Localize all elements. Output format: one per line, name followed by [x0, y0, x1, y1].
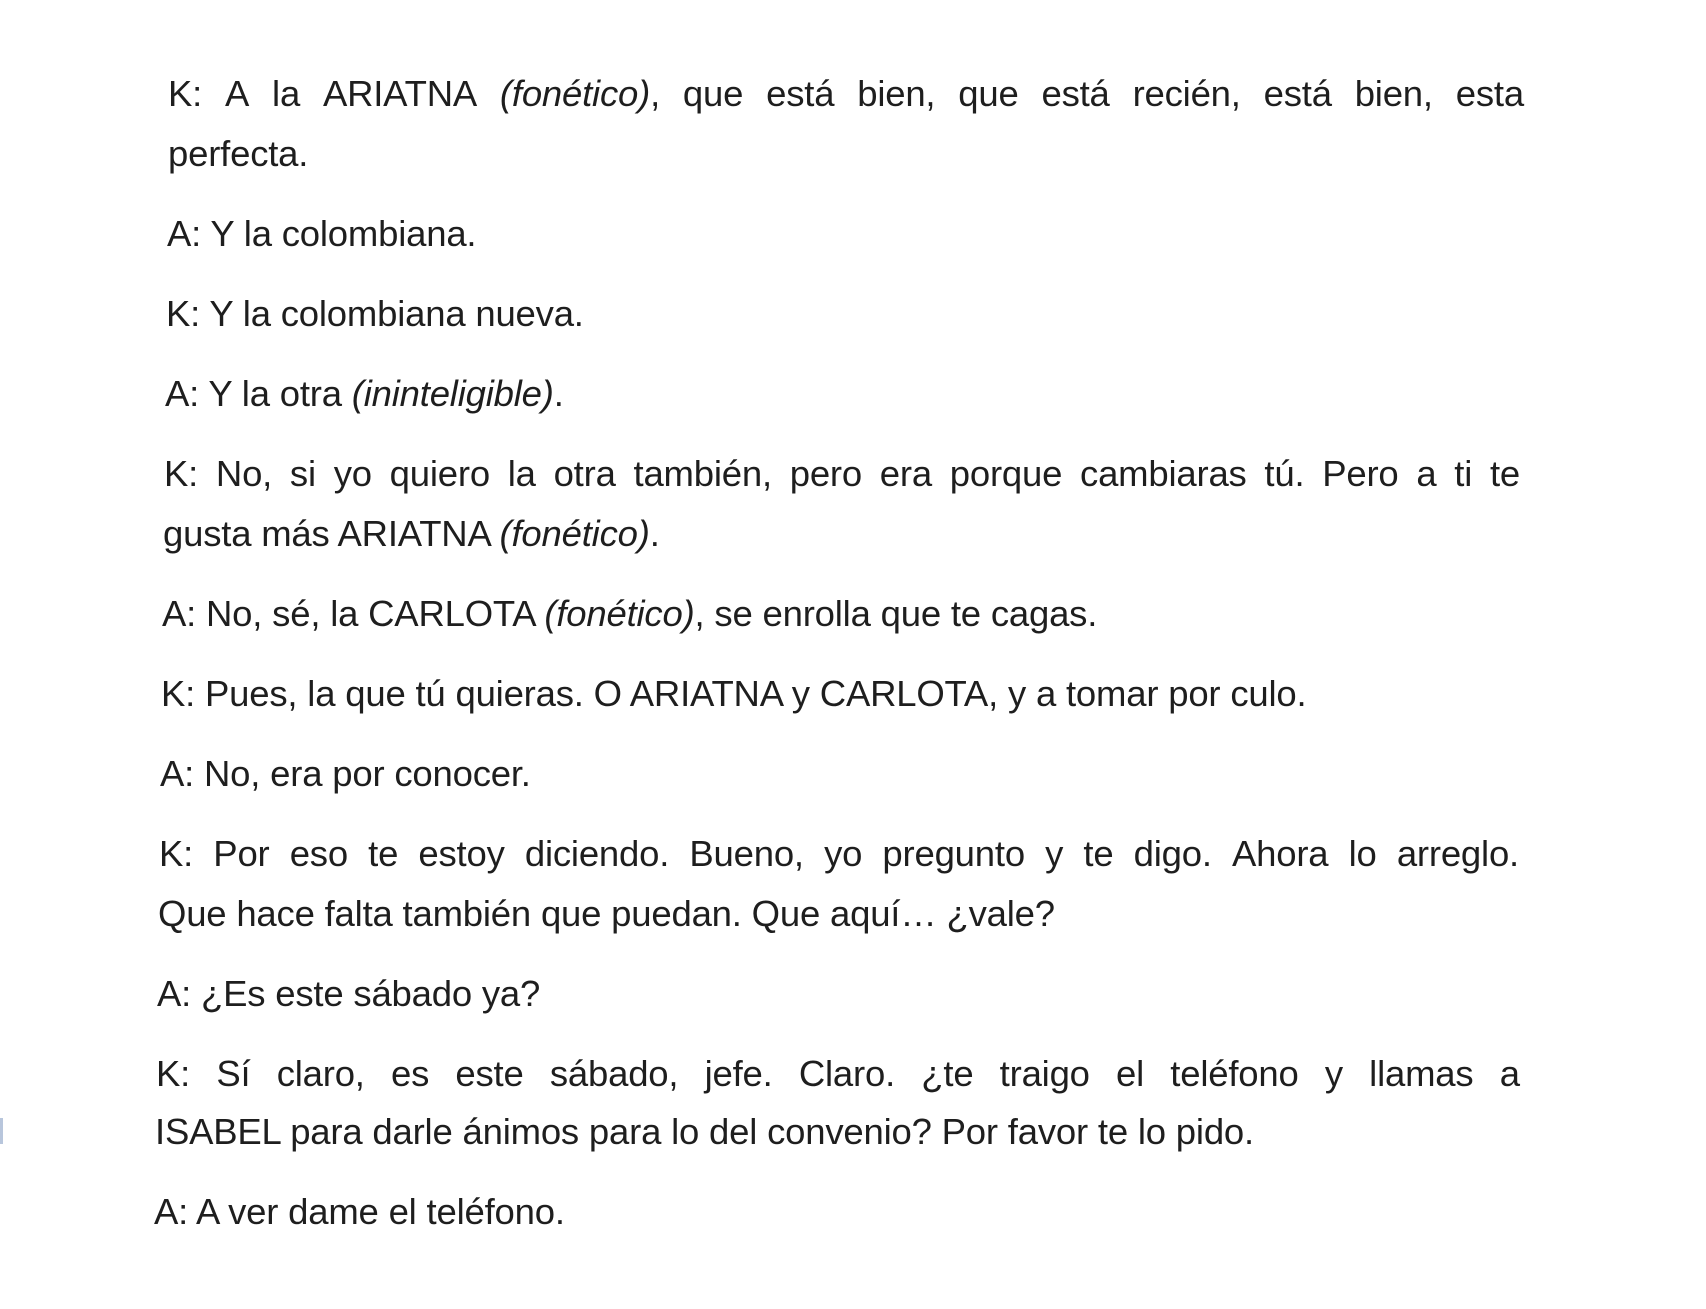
- line-word: [683, 72, 743, 116]
- line-word: K:: [164, 453, 199, 494]
- text-run: está: [1041, 73, 1110, 114]
- transcript-line: [154, 1190, 565, 1234]
- line-word: Bueno,: [689, 833, 804, 874]
- line-word: lo: [1348, 833, 1377, 874]
- line-word: Claro.: [798, 1053, 896, 1094]
- annotation-text: (fonético): [499, 73, 651, 114]
- text-run: gusta más ARIATNA: [163, 513, 500, 554]
- annotation-text: (ininteligible): [351, 373, 554, 414]
- line-word: traigo: [999, 1053, 1090, 1094]
- line-word: la: [507, 453, 536, 494]
- transcript-line: [157, 972, 540, 1016]
- line-word: claro,: [276, 1053, 365, 1094]
- annotation-text: (fonético): [499, 513, 650, 554]
- text-run: A: [224, 73, 250, 114]
- transcript-line: [158, 892, 1055, 936]
- text-run: está: [766, 73, 835, 114]
- line-word: pregunto: [882, 833, 1025, 874]
- line-word: Sí: [216, 1053, 251, 1094]
- transcript-line: [166, 292, 584, 336]
- text-run: A: No, era por conocer.: [160, 753, 531, 794]
- text-run: la: [272, 73, 301, 114]
- text-run: K:: [168, 73, 203, 114]
- text-run: ARIATNA: [322, 73, 478, 114]
- text-run: K: Y la colombiana nueva.: [166, 293, 584, 334]
- transcript-line: [159, 832, 1519, 876]
- line-word: Pero: [1322, 453, 1399, 494]
- text-run: .: [649, 513, 660, 554]
- line-word: también,: [633, 453, 772, 494]
- line-word: y: [1045, 833, 1064, 874]
- line-word: si: [289, 453, 316, 494]
- text-run: A: Y la colombiana.: [167, 213, 477, 254]
- transcript-line: [161, 672, 1306, 716]
- line-word: No,: [215, 453, 273, 494]
- transcript-line: [168, 132, 308, 176]
- line-word: pero: [789, 453, 862, 494]
- line-word: [323, 72, 477, 116]
- transcript-line: [164, 452, 1520, 496]
- transcript-line: [162, 592, 1097, 636]
- line-word: a: [1499, 1053, 1520, 1094]
- line-word: y: [1324, 1053, 1343, 1094]
- line-word: quiero: [389, 453, 490, 494]
- line-word: [958, 72, 1018, 116]
- line-word: ti: [1454, 453, 1473, 494]
- line-word: yo: [824, 833, 863, 874]
- text-run: que: [682, 73, 744, 114]
- line-word: eso: [289, 833, 348, 874]
- line-word: estoy: [418, 833, 505, 874]
- text-run: ISABEL para darle ánimos para lo del convenio? Por favor te lo pido.: [155, 1111, 1254, 1152]
- text-run: .: [553, 373, 564, 414]
- text-run: está: [1263, 73, 1332, 114]
- line-word: [1133, 72, 1241, 116]
- transcript-line: [155, 1110, 1254, 1154]
- line-word: porque: [949, 453, 1063, 494]
- text-run: A: ¿Es este sábado ya?: [157, 973, 541, 1014]
- line-word: era: [879, 453, 932, 494]
- text-run: Que hace falta también que puedan. Que aquí… ¿vale?: [158, 893, 1055, 934]
- line-word: a: [1416, 453, 1437, 494]
- transcript-line: [165, 372, 564, 416]
- line-word: digo.: [1133, 833, 1212, 874]
- line-word: K:: [156, 1053, 191, 1094]
- line-word: ¿te: [921, 1053, 974, 1094]
- text-run: A: No, sé, la CARLOTA: [162, 593, 545, 634]
- line-word: sábado,: [549, 1053, 679, 1094]
- text-run: perfecta.: [168, 133, 309, 174]
- line-word: te: [368, 833, 399, 874]
- line-word: Por: [213, 833, 270, 874]
- line-word: [1355, 72, 1433, 116]
- line-word: el: [1116, 1053, 1145, 1094]
- line-word: te: [1083, 833, 1114, 874]
- line-word: [1264, 72, 1332, 116]
- line-word: [766, 72, 834, 116]
- annotation-text: (fonético): [544, 593, 695, 634]
- line-word: [168, 72, 202, 116]
- line-word: cambiaras: [1080, 453, 1247, 494]
- transcript-line: [156, 1052, 1520, 1096]
- page-edge-mark: [0, 1118, 3, 1144]
- line-word: Ahora: [1232, 833, 1329, 874]
- line-word: te: [1489, 453, 1520, 494]
- text-run: que: [958, 73, 1019, 114]
- text-run: esta: [1455, 73, 1524, 114]
- line-word: [857, 72, 935, 116]
- text-run: A: Y la otra: [165, 373, 352, 414]
- text-run: K: Pues, la que tú quieras. O ARIATNA y CARLOTA, y a tomar por culo.: [161, 673, 1307, 714]
- line-word: llamas: [1369, 1053, 1474, 1094]
- line-word: arreglo.: [1396, 833, 1519, 874]
- line-word: otra: [553, 453, 616, 494]
- text-run: recién,: [1132, 73, 1241, 114]
- line-word: yo: [333, 453, 372, 494]
- text-run: , se enrolla que te cagas.: [694, 593, 1098, 634]
- text-run: A: A ver dame el teléfono.: [154, 1191, 565, 1232]
- line-word: es: [391, 1053, 430, 1094]
- line-word: [272, 72, 300, 116]
- transcript-line: [168, 72, 1524, 116]
- transcript-line: [163, 512, 660, 556]
- line-word: [500, 72, 660, 116]
- text-run: bien,: [1354, 73, 1433, 114]
- line-word: teléfono: [1170, 1053, 1299, 1094]
- transcript-line: [160, 752, 531, 796]
- line-word: [1041, 72, 1109, 116]
- text-run: bien,: [857, 73, 936, 114]
- line-word: [1456, 72, 1524, 116]
- line-word: este: [455, 1053, 524, 1094]
- transcript-line: [167, 212, 476, 256]
- line-word: [225, 72, 249, 116]
- text-run: ,: [650, 73, 661, 114]
- line-word: tú.: [1264, 453, 1305, 494]
- line-word: diciendo.: [524, 833, 670, 874]
- line-word: K:: [159, 833, 194, 874]
- line-word: jefe.: [704, 1053, 773, 1094]
